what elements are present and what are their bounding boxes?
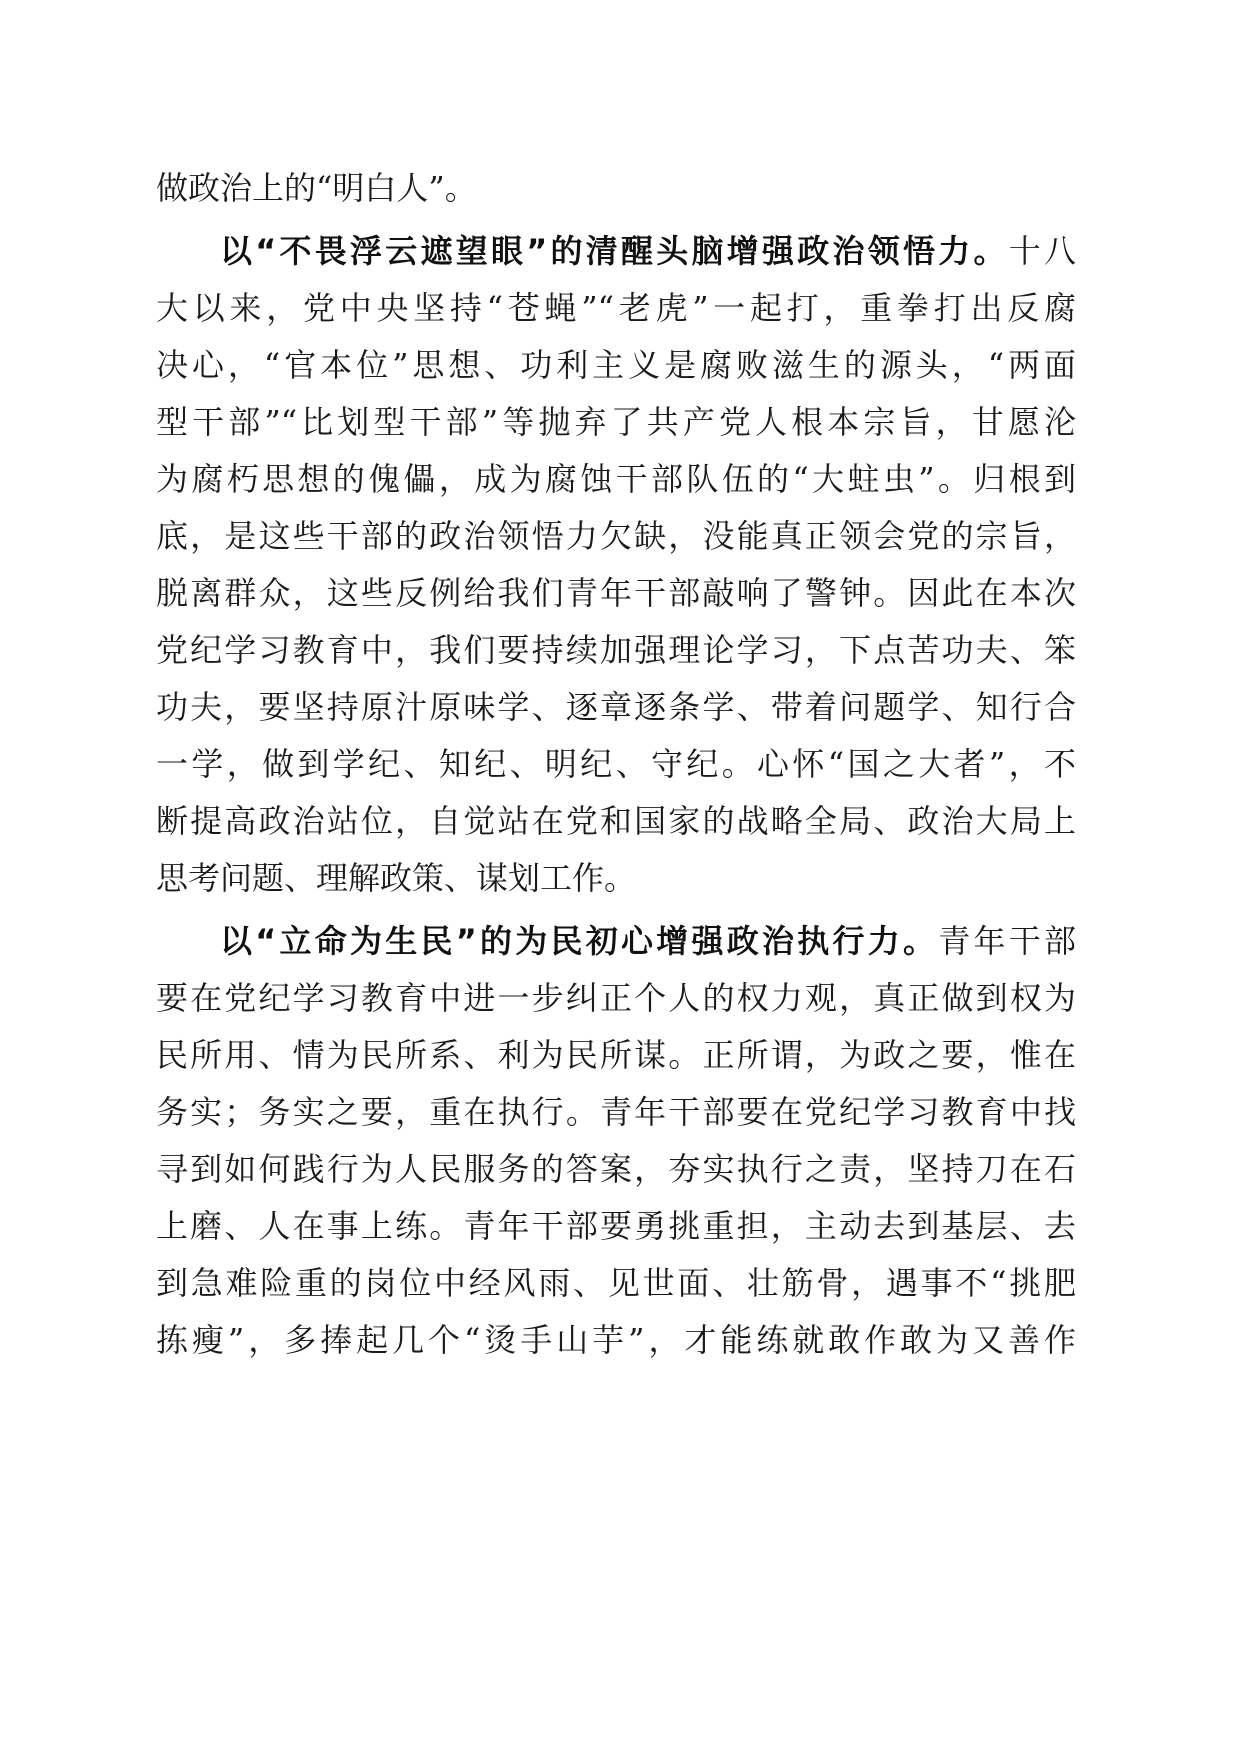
- text-line: 思考问题、理解政策、谋划工作。: [156, 859, 637, 897]
- text-line: 一学，做到学纪、知纪、明纪、守纪。心怀“国之大者”，不: [156, 745, 1076, 783]
- text-line: 党纪学习教育中，我们要持续加强理论学习，下点苦功夫、笨: [156, 631, 1076, 669]
- text-line: 做政治上的“明白人”。: [156, 169, 477, 207]
- paragraph-lead-continuation: 十八: [1008, 232, 1076, 270]
- text-line: 断提高政治站位，自觉站在党和国家的战略全局、政治大局上: [156, 802, 1076, 840]
- paragraph-lead-continuation: 青年干部: [938, 922, 1076, 960]
- paragraph-heading-line: [220, 916, 1076, 966]
- paragraph-lead-political-execution: 以“立命为生民”的为民初心增强政治执行力。: [220, 922, 939, 960]
- text-line: 到急难险重的岗位中经风雨、见世面、壮筋骨，遇事不“挑肥: [156, 1264, 1076, 1302]
- text-line: 决心，“官本位”思想、功利主义是腐败滋生的源头，“两面: [156, 346, 1076, 384]
- text-line: 为腐朽思想的傀儡，成为腐蚀干部队伍的“大蛀虫”。归根到: [156, 460, 1076, 498]
- text-line: 要在党纪学习教育中进一步纠正个人的权力观，真正做到权为: [156, 979, 1076, 1017]
- text-line: 型干部”“比划型干部”等抛弃了共产党人根本宗旨，甘愿沦: [156, 403, 1076, 441]
- text-line: 脱离群众，这些反例给我们青年干部敲响了警钟。因此在本次: [156, 574, 1076, 612]
- text-line: 寻到如何践行为人民服务的答案，夯实执行之责，坚持刀在石: [156, 1150, 1076, 1188]
- text-line: 功夫，要坚持原汁原味学、逐章逐条学、带着问题学、知行合: [156, 688, 1076, 726]
- text-line: 拣瘦”，多捧起几个“烫手山芋”，才能练就敢作敢为又善作: [156, 1321, 1076, 1359]
- text-line: 上磨、人在事上练。青年干部要勇挑重担，主动去到基层、去: [156, 1207, 1076, 1245]
- text-line: 务实；务实之要，重在执行。青年干部要在党纪学习教育中找: [156, 1093, 1076, 1131]
- text-line: 大以来，党中央坚持“苍蝇”“老虎”一起打，重拳打出反腐: [156, 289, 1076, 327]
- paragraph-lead-political-comprehension: 以“不畏浮云遮望眼”的清醒头脑增强政治领悟力。: [220, 232, 1009, 270]
- text-line: 底，是这些干部的政治领悟力欠缺，没能真正领会党的宗旨，: [156, 517, 1076, 555]
- paragraph-heading-line: [220, 226, 1076, 276]
- text-line: 民所用、情为民所系、利为民所谋。正所谓，为政之要，惟在: [156, 1036, 1076, 1074]
